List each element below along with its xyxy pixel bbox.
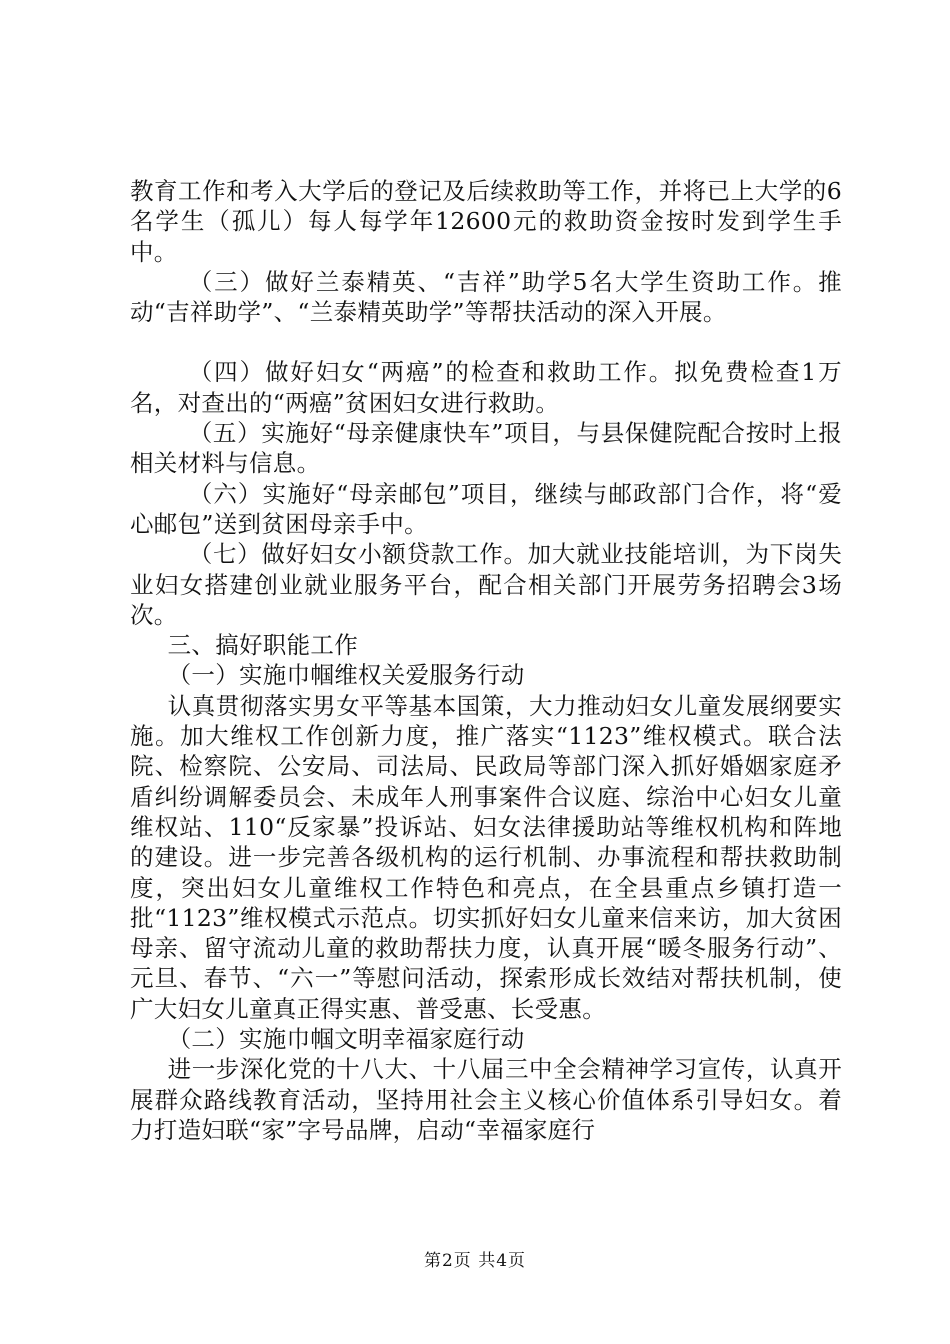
paragraph: （四）做好妇女“两癌”的检查和救助工作。拟免费检查1万名，对查出的“两癌”贫困妇女进行救助。	[130, 358, 842, 417]
paragraph: （五）实施好“母亲健康快车”项目，与县保健院配合按时上报相关材料与信息。	[130, 419, 842, 478]
section-heading: 三、搞好职能工作	[167, 631, 358, 660]
paragraph: 进一步深化党的十八大、十八届三中全会精神学习宣传，认真开展群众路线教育活动，坚持用社会主义核心价值体系引导妇女。着力打造妇联“家”字号品牌，启动“幸福家庭行	[130, 1055, 842, 1144]
subsection-heading: （二）实施巾帼文明幸福家庭行动	[167, 1025, 525, 1054]
paragraph: 认真贯彻落实男女平等基本国策，大力推动妇女儿童发展纲要实施。加大维权工作创新力度，推广落实“1123”维权模式。联合法院、检察院、公安局、司法局、民政局等部门深入抓好婚姻家庭矛盾纠纷调解委员会、未成年人刑事案件合议庭、综治中心妇女儿童维权站、110“反家暴”投诉站、妇女法律援助站等维权机构和阵地的建设。进一步完善各级机构的运行机制、办事流程和帮扶救助制度，突出妇女儿童维权工作特色和亮点，在全县重点乡镇打造一批“1123”维权模式示范点。切实抓好妇女儿童来信来访，加大贫困母亲、留守流动儿童的救助帮扶力度，认真开展“暖冬服务行动”、元旦、春节、“六一”等慰问活动，探索形成长效结对帮扶机制，使广大妇女儿童真正得实惠、普受惠、长受惠。	[130, 691, 842, 1023]
subsection-heading: （一）实施巾帼维权关爱服务行动	[167, 661, 525, 690]
document-body	[130, 176, 842, 1145]
paragraph: 教育工作和考入大学后的登记及后续救助等工作，并将已上大学的6名学生（孤儿）每人每学年12600元的救助资金按时发到学生手中。	[130, 177, 842, 266]
paragraph: （三）做好兰泰精英、“吉祥”助学5名大学生资助工作。推动“吉祥助学”、“兰泰精英助学”等帮扶活动的深入开展。	[130, 267, 842, 327]
paragraph: （七）做好妇女小额贷款工作。加大就业技能培训，为下岗失业妇女搭建创业就业服务平台，配合相关部门开展劳务招聘会3场次。	[130, 540, 842, 629]
paragraph: （六）实施好“母亲邮包”项目，继续与邮政部门合作，将“爱心邮包”送到贫困母亲手中。	[130, 479, 842, 538]
page-footer: 第2页 共4页	[423, 1251, 527, 1271]
